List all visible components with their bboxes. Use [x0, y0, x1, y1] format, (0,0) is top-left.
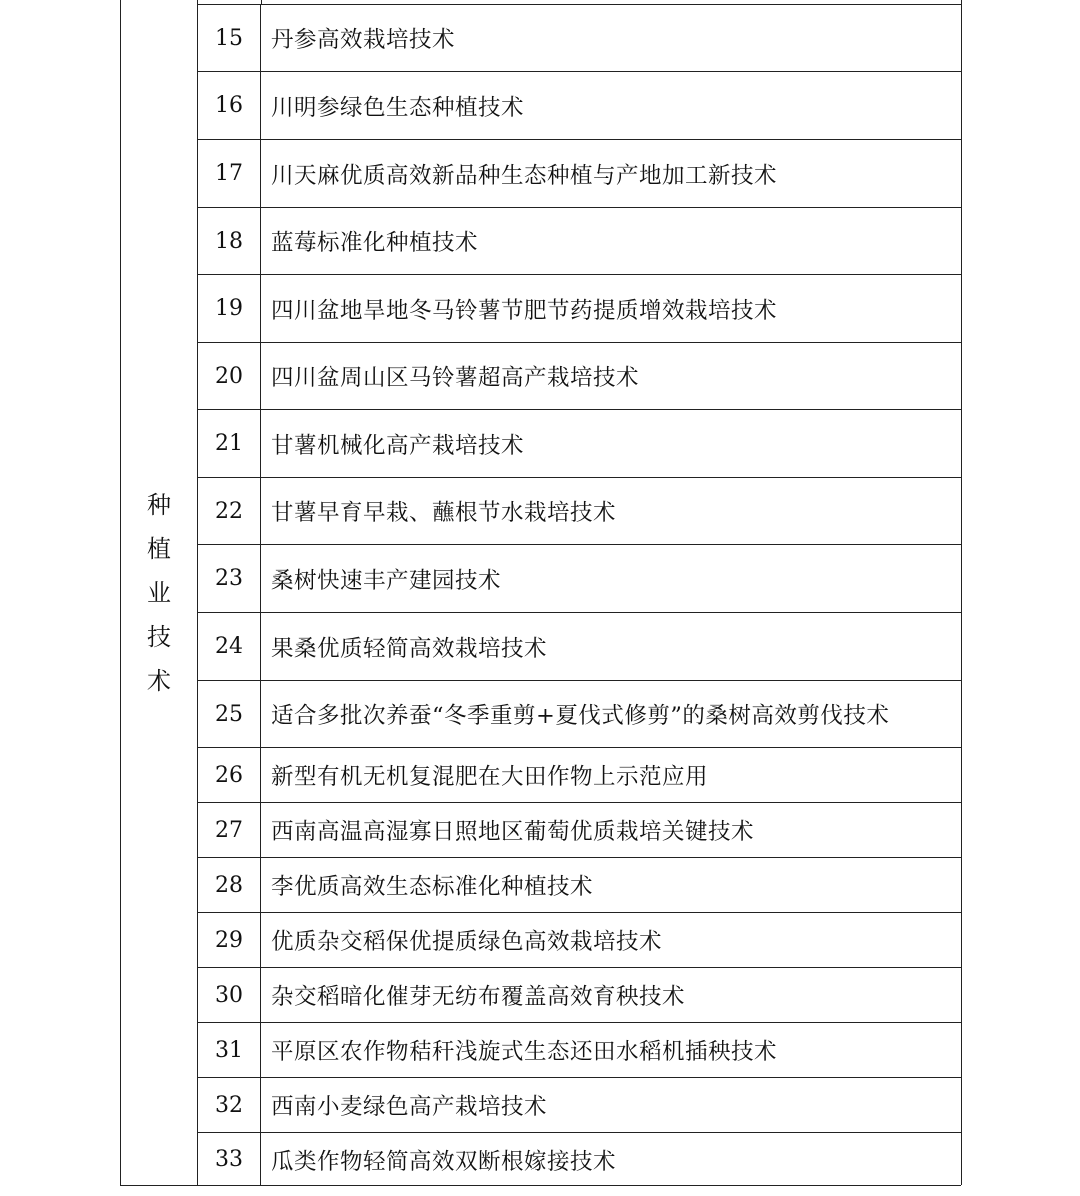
row-number: 27 [198, 803, 261, 857]
table-row [198, 140, 961, 208]
table-row [198, 72, 961, 140]
row-title: 适合多批次养蚕“冬季重剪+夏伐式修剪”的桑树高效剪伐技术 [271, 703, 890, 729]
row-number: 29 [198, 913, 261, 967]
table-row [198, 748, 961, 803]
row-title: 丹参高效栽培技术 [271, 27, 456, 53]
row-title: 川天麻优质高效新品种生态种植与产地加工新技术 [271, 162, 778, 189]
table-row [198, 410, 961, 478]
row-title: 李优质高效生态标准化种植技术 [271, 874, 594, 900]
row-title: 优质杂交稻保优提质绿色高效栽培技术 [271, 929, 663, 955]
row-title: 桑树快速丰产建园技术 [271, 567, 502, 594]
row-number: 25 [198, 681, 261, 747]
row-title: 四川盆地旱地冬马铃薯节肥节药提质增效栽培技术 [271, 297, 778, 324]
table-row [198, 1078, 961, 1133]
row-title: 新型有机无机复混肥在大田作物上示范应用 [271, 764, 709, 790]
row-number: 19 [198, 275, 261, 342]
row-title: 川明参绿色生态种植技术 [271, 94, 525, 121]
row-number: 28 [198, 858, 261, 912]
table-row [198, 613, 961, 681]
row-title: 果桑优质轻简高效栽培技术 [271, 635, 548, 662]
table-rows [198, 0, 962, 1185]
table-row [198, 343, 961, 410]
row-title: 西南高温高湿寡日照地区葡萄优质栽培关键技术 [271, 819, 755, 845]
row-number: 17 [198, 140, 261, 207]
row-number: 22 [198, 478, 261, 544]
table-row [198, 803, 961, 858]
table-row [198, 478, 961, 545]
row-number: 31 [198, 1023, 261, 1077]
row-number: 24 [198, 613, 261, 680]
row-number: 26 [198, 748, 261, 802]
category-cell [121, 0, 198, 1185]
row-title: 西南小麦绿色高产栽培技术 [271, 1094, 548, 1120]
row-number: 21 [198, 410, 261, 477]
row-number: 20 [198, 343, 261, 409]
technology-table [120, 0, 961, 1186]
row-title: 平原区农作物秸秆浅旋式生态还田水稻机插秧技术 [271, 1039, 778, 1065]
row-title: 瓜类作物轻简高效双断根嫁接技术 [271, 1148, 617, 1175]
table-row [198, 1023, 961, 1078]
row-number: 33 [198, 1133, 261, 1186]
row-number: 23 [198, 545, 261, 612]
table-row [198, 913, 961, 968]
row-title: 蓝莓标准化种植技术 [271, 230, 479, 256]
table-row [198, 858, 961, 913]
category-label: 种植业技术 [147, 490, 171, 695]
row-title: 四川盆周山区马铃薯超高产栽培技术 [271, 365, 640, 391]
row-number: 16 [198, 72, 261, 139]
table-row [198, 275, 961, 343]
row-number: 30 [198, 968, 261, 1022]
row-title: 甘薯早育早栽、蘸根节水栽培技术 [271, 500, 617, 526]
table-row [198, 5, 961, 72]
row-title: 甘薯机械化高产栽培技术 [271, 432, 525, 459]
row-number: 15 [198, 5, 261, 71]
row-title: 杂交稻暗化催芽无纺布覆盖高效育秧技术 [271, 984, 686, 1010]
table-row [198, 1133, 961, 1186]
row-number: 18 [198, 208, 261, 274]
row-number: 32 [198, 1078, 261, 1132]
table-row [198, 208, 961, 275]
table-row [198, 681, 961, 748]
table-row [198, 968, 961, 1023]
table-row [198, 545, 961, 613]
